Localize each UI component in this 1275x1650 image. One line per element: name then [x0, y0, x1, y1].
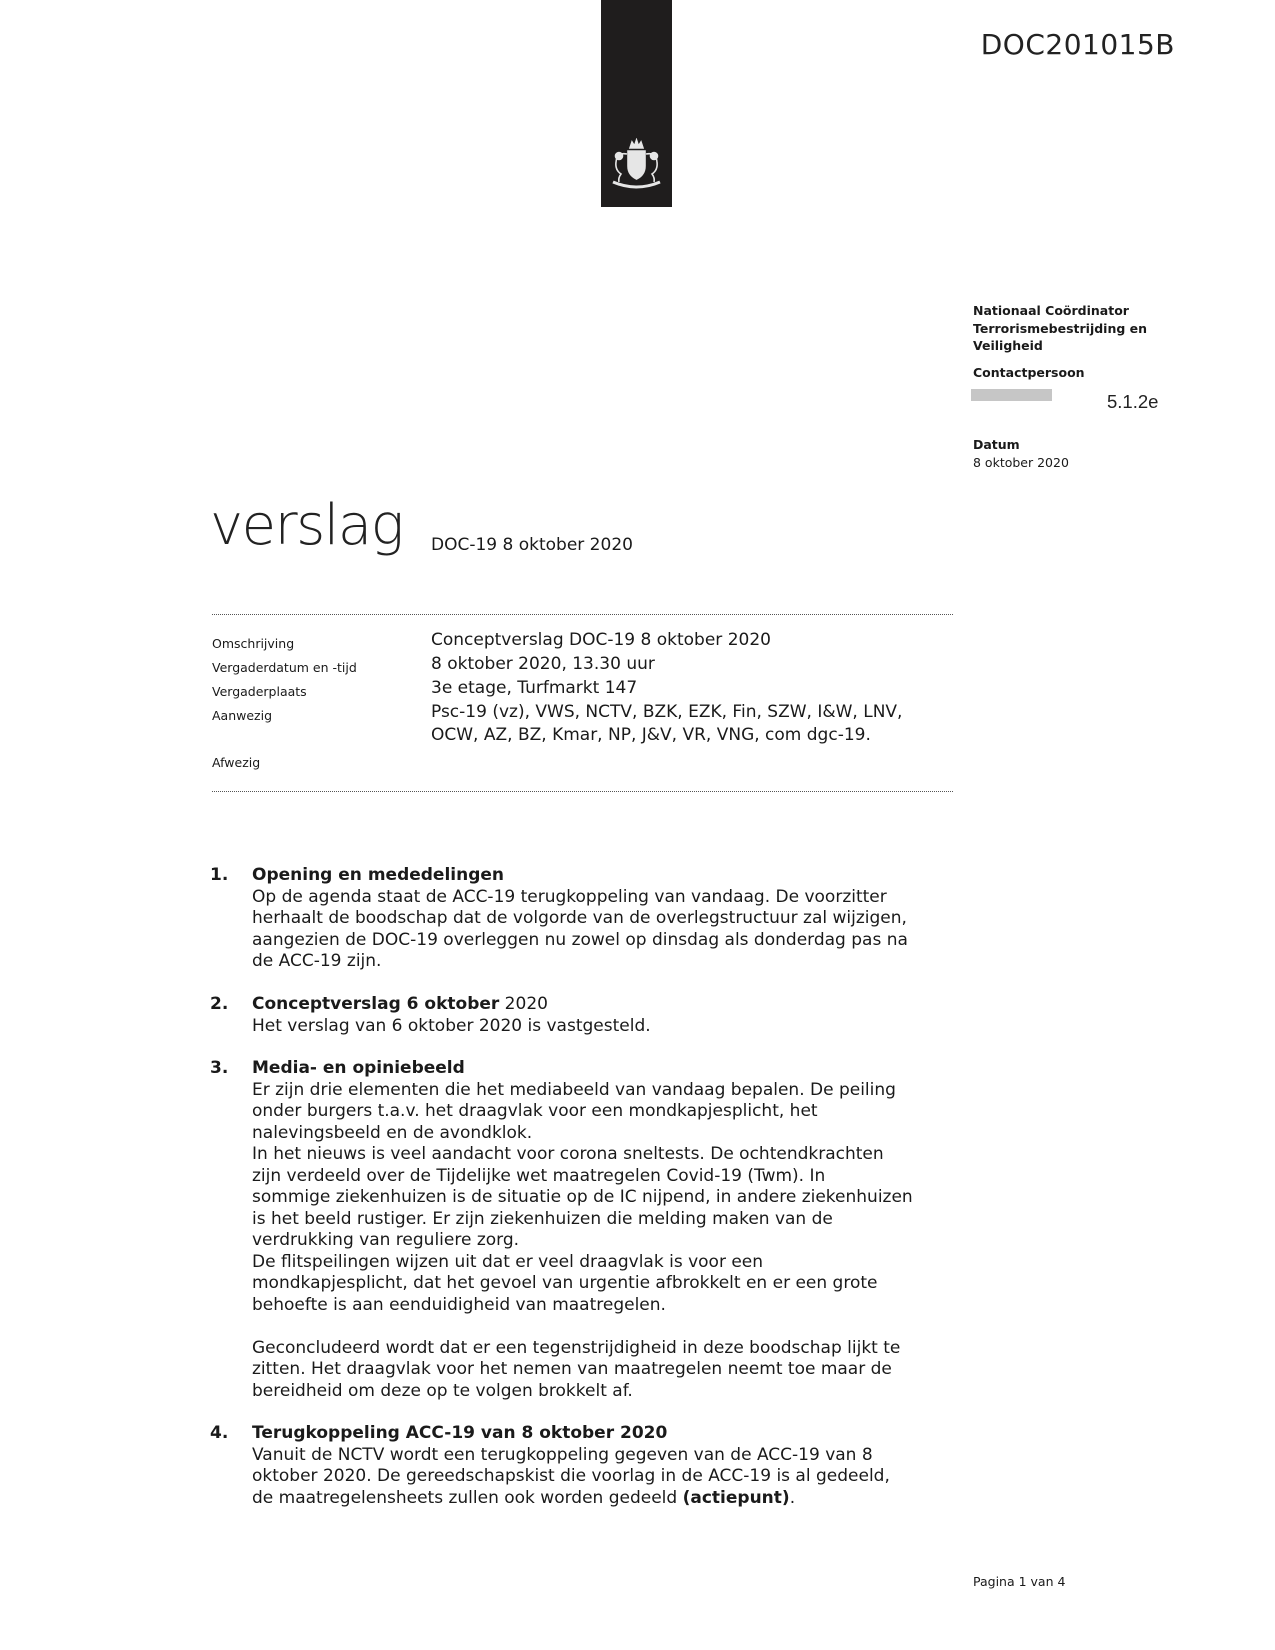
- item-line: de maatregelensheets zullen ook worden gedeeld: [252, 1487, 678, 1508]
- item-title-suffix: 2020: [499, 994, 548, 1014]
- item-line: mondkapjesplicht, dat het gevoel van urgentie afbrokkelt en er een grote: [252, 1273, 878, 1293]
- item-line: zitten. Het draagvlak voor het nemen van maatregelen neemt toe maar de: [252, 1359, 892, 1379]
- item-number: 4.: [210, 1423, 229, 1443]
- contact-label: Contactpersoon: [973, 364, 1085, 380]
- item-line: verdrukking van reguliere zorg.: [252, 1230, 520, 1250]
- org-name-line-1: Nationaal Coördinator: [973, 303, 1129, 318]
- item-line: aangezien de DOC-19 overleggen nu zowel op dinsdag als donderdag pas na: [252, 929, 908, 950]
- item-line: bereidheid om deze op te volgen brokkelt af.: [252, 1380, 633, 1401]
- item-line: De flitspeilingen wijzen uit dat er veel draagvlak is voor een: [252, 1251, 764, 1272]
- item-line: behoefte is aan eenduidigheid van maatregelen.: [252, 1294, 666, 1315]
- item-line: herhaalt de boodschap dat de volgorde van de overlegstructuur zal wijzigen,: [252, 908, 907, 928]
- item-title: Conceptverslag 6 oktober: [252, 994, 500, 1014]
- document-type-title: verslag: [210, 493, 403, 558]
- item-line: nalevingsbeeld en de avondklok.: [252, 1122, 533, 1143]
- divider-bottom: [212, 791, 953, 792]
- item-number: 2.: [210, 994, 229, 1014]
- divider-top: [212, 614, 953, 615]
- agenda-item-3: [210, 1058, 955, 1402]
- meta-value-vergaderdatum: 8 oktober 2020, 13.30 uur: [431, 654, 655, 674]
- agenda-item-1: [210, 865, 955, 973]
- meta-label-omschrijving: Omschrijving: [212, 636, 295, 651]
- item-line: oktober 2020. De gereedschapskist die voorlag in de ACC-19 is al gedeeld,: [252, 1466, 890, 1486]
- item-title: Opening en mededelingen: [252, 865, 505, 885]
- meta-label-aanwezig: Aanwezig: [212, 708, 273, 723]
- item-line: In het nieuws is veel aandacht voor corona sneltests. De ochtendkrachten: [252, 1144, 884, 1164]
- date-label: Datum: [973, 437, 1020, 452]
- meta-label-vergaderplaats: Vergaderplaats: [212, 684, 307, 699]
- item-line: Er zijn drie elementen die het mediabeeld van vandaag bepalen. De peiling: [252, 1079, 896, 1100]
- action-point: (actiepunt): [682, 1487, 790, 1508]
- item-line: Geconcludeerd wordt dat er een tegenstrijdigheid in deze boodschap lijkt te: [252, 1337, 901, 1358]
- document-number: DOC201015B: [980, 28, 1175, 61]
- item-line: Vanuit de NCTV wordt een terugkoppeling gegeven van de ACC-19 van 8: [252, 1444, 873, 1465]
- redaction-code: 5.1.2e: [1107, 391, 1159, 412]
- item-line: Op de agenda staat de ACC-19 terugkoppeling van vandaag. De voorzitter: [252, 886, 887, 907]
- meta-value-omschrijving: Conceptverslag DOC-19 8 oktober 2020: [431, 630, 771, 650]
- document-subtitle: DOC-19 8 oktober 2020: [431, 535, 633, 555]
- date-block: [973, 436, 1069, 471]
- item-line: sommige ziekenhuizen is de situatie op de IC nijpend, in andere ziekenhuizen: [252, 1187, 913, 1207]
- paragraph-gap: [252, 1316, 955, 1338]
- item-line: Het verslag van 6 oktober 2020 is vastgesteld.: [252, 1015, 651, 1036]
- meta-value-vergaderplaats: 3e etage, Turfmarkt 147: [431, 678, 638, 698]
- meta-label-afwezig: Afwezig: [212, 755, 261, 770]
- item-line: is het beeld rustiger. Er zijn ziekenhuizen die melding maken van de: [252, 1208, 833, 1229]
- item-number: 3.: [210, 1058, 229, 1078]
- agenda-item-2: [210, 994, 955, 1037]
- item-line: zijn verdeeld over de Tijdelijke wet maatregelen Covid-19 (Twm). In: [252, 1165, 826, 1186]
- org-name-line-2: Terrorismebestrijding en: [973, 320, 1148, 336]
- org-name-line-3: Veiligheid: [973, 338, 1043, 353]
- item-line: de ACC-19 zijn.: [252, 951, 382, 971]
- rijkswapen-crest-icon: [601, 138, 672, 198]
- redaction-bar: [971, 389, 1052, 401]
- meta-label-vergaderdatum: Vergaderdatum en -tijd: [212, 660, 357, 675]
- logo-bar: [601, 0, 672, 207]
- item-line: onder burgers t.a.v. het draagvlak voor een mondkapjesplicht, het: [252, 1101, 818, 1121]
- meta-value-aanwezig-line-1: Psc-19 (vz), VWS, NCTV, BZK, EZK, Fin, SZW, I&W, LNV,: [431, 702, 903, 722]
- action-tail: .: [789, 1487, 796, 1508]
- item-title: Terugkoppeling ACC-19 van 8 oktober 2020: [252, 1423, 668, 1443]
- item-number: 1.: [210, 865, 229, 885]
- date-value: 8 oktober 2020: [973, 454, 1069, 470]
- agenda-item-4: [210, 1423, 955, 1509]
- meta-value-aanwezig-line-2: OCW, AZ, BZ, Kmar, NP, J&V, VR, VNG, com dgc-19.: [431, 725, 871, 745]
- organization-block: [973, 302, 1193, 381]
- page-number: Pagina 1 van 4: [973, 1574, 1066, 1589]
- item-title: Media- en opiniebeeld: [252, 1058, 465, 1078]
